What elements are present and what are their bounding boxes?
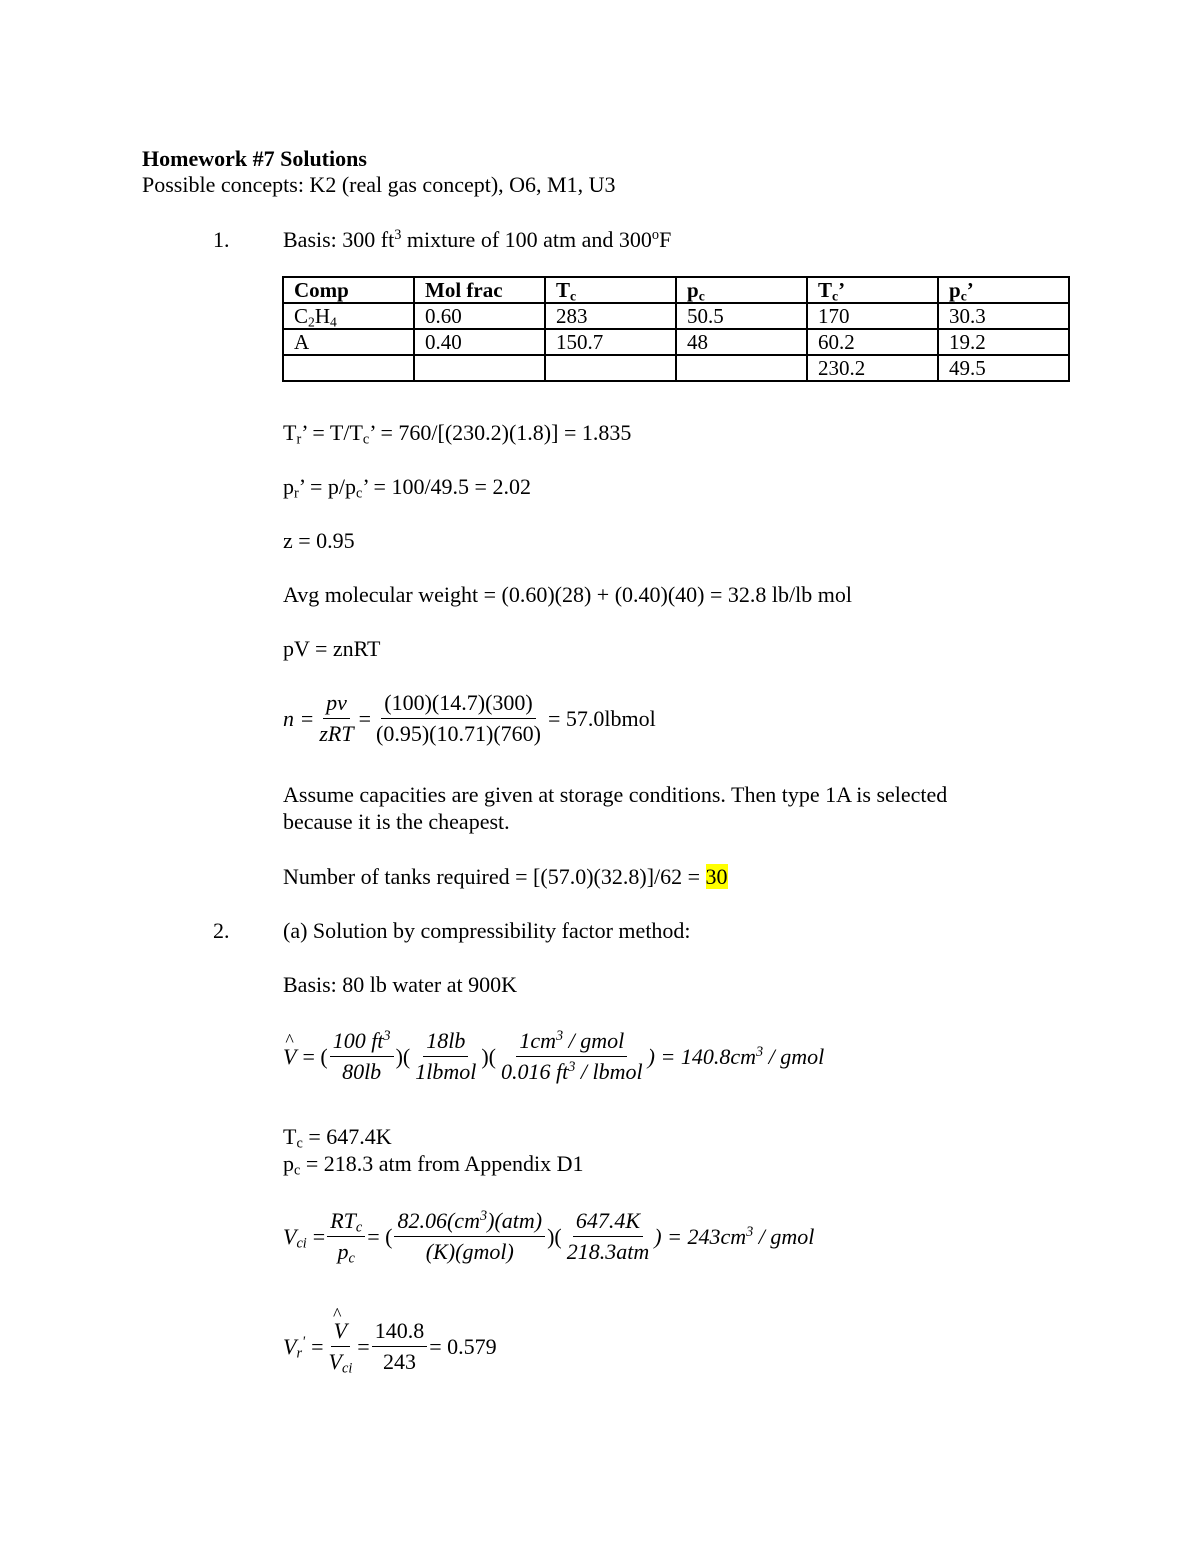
header-pc: $p_c$ <box>676 277 807 303</box>
page-title: Homework #7 Solutions <box>142 146 367 171</box>
ideal-critical-volume-equation: $V_{ci}$ = $\frac{RT_c}{p_c}$ = ( $\frac{82.06(cm^3)(atm)}{\text{(K)(gmol)}}$ )( $\frac{647.4K}{\text{218.3atm}}$ ) = $243cm^3$ / gmol <box>283 1208 815 1267</box>
problem-2-basis: Basis: 80 lb water at 900K <box>283 972 518 997</box>
assumption-line-1: Assume capacities are given at storage conditions. Then type 1A is selected <box>283 782 948 807</box>
table-cell: 49.5 <box>938 355 1069 381</box>
table-cell <box>676 355 807 381</box>
fraction: ^ $\frac{V}{V_{ci}}$ <box>326 1318 356 1376</box>
fraction: $\frac{(100)(14.7)(300)}{(0.95)(10.71)(760)}$ <box>376 690 541 747</box>
fraction: $\frac{1cm^3 / gmol}{0.016 ft^3 / lbmol}$ <box>501 1028 643 1085</box>
fraction: $\frac{140.8}{243}$ <box>372 1318 428 1376</box>
ideal-gas-law-line: pV = znRT <box>283 636 381 661</box>
reduced-pressure-line: $p_r$’ = $p/p_c$’ = 100/49.5 = 2.02 <box>283 474 531 502</box>
table-cell <box>545 355 676 381</box>
z-line: z = 0.95 <box>283 528 355 553</box>
tanks-answer-highlight: 30 <box>705 864 728 889</box>
fraction: $\frac{pv}{\text{zRT}}$ <box>319 690 354 747</box>
table-cell: 230.2 <box>807 355 938 381</box>
table-cell <box>414 355 545 381</box>
table-cell: 0.40 <box>414 329 545 355</box>
moles-equation: n = $\frac{pv}{\text{zRT}}$ = $\frac{(100)(14.7)(300)}{(0.95)(10.71)(760)}$ = 57.0lbmol <box>283 690 656 747</box>
table-cell: 283 <box>545 303 676 329</box>
problem-1-number: 1. <box>213 227 230 252</box>
reduced-volume-equation: $V_r'$ = ^ $\frac{V}{V_{ci}}$ = $\frac{140.8}{243}$ = 0.579 <box>283 1318 497 1376</box>
fraction: $\frac{82.06(cm^3)(atm)}{\text{(K)(gmol)}}$ <box>394 1208 545 1266</box>
table-cell: 0.60 <box>414 303 545 329</box>
table-cell: 48 <box>676 329 807 355</box>
header-tc-prime: $T_c$’ <box>807 277 938 303</box>
table-row <box>283 329 1069 355</box>
avg-molecular-weight-line: Avg molecular weight = (0.60)(28) + (0.40)(40) = 32.8 lb/lb mol <box>283 582 852 607</box>
table-cell: A <box>283 329 414 355</box>
table-cell: 150.7 <box>545 329 676 355</box>
table-cell: 170 <box>807 303 938 329</box>
table-cell: 60.2 <box>807 329 938 355</box>
critical-properties-table <box>282 276 1070 382</box>
critical-pressure-line: $p_c = 218.3$ atm from Appendix D1 <box>283 1151 584 1179</box>
assumption-line-2: because it is the cheapest. <box>283 809 510 834</box>
fraction: $\frac{100 ft^3}{80lb}$ <box>330 1028 394 1086</box>
table-cell: 50.5 <box>676 303 807 329</box>
table-row <box>283 355 1069 381</box>
specific-volume-equation: ^ V = ( $\frac{100 ft^3}{80lb}$ )( $\frac{18lb}{\text{1lbmol}}$ )( $\frac{1cm^3 / gmol}{0.016 ft^3 / lbmol}$ ) = $140.8cm^3$ / gmol <box>283 1028 824 1086</box>
header-mol-frac: Mol frac <box>414 277 545 303</box>
table-cell: 30.3 <box>938 303 1069 329</box>
fraction: $\frac{RT_c}{p_c}$ <box>327 1208 365 1266</box>
header-tc: $T_c$ <box>545 277 676 303</box>
reduced-temperature-line: $T_r$’ = $T/T_c$’ = 760/[(230.2)(1.8)] = 1.835 <box>283 420 632 448</box>
problem-1-basis: Basis: 300 $ft^3$ mixture of 100 atm and 300$^o$F <box>283 227 672 252</box>
table-row <box>283 303 1069 329</box>
problem-2-part-a: (a) Solution by compressibility factor method: <box>283 918 691 943</box>
table-header-row <box>283 277 1069 303</box>
fraction: $\frac{18lb}{\text{1lbmol}}$ <box>415 1028 477 1085</box>
fraction: $\frac{647.4K}{\text{218.3atm}}$ <box>566 1208 650 1265</box>
header-comp: Comp <box>283 277 414 303</box>
tanks-required-line: Number of tanks required = [(57.0)(32.8)]/62 = 30 <box>283 864 728 889</box>
table-cell: $C_2H_4$ <box>283 303 414 329</box>
problem-2-number: 2. <box>213 918 230 943</box>
header-pc-prime: $p_c$’ <box>938 277 1069 303</box>
table-cell: 19.2 <box>938 329 1069 355</box>
critical-temperature-line: $T_c = 647.4K$ <box>283 1124 392 1152</box>
concepts-line: Possible concepts: K2 (real gas concept), O6, M1, U3 <box>142 172 616 197</box>
table-cell <box>283 355 414 381</box>
